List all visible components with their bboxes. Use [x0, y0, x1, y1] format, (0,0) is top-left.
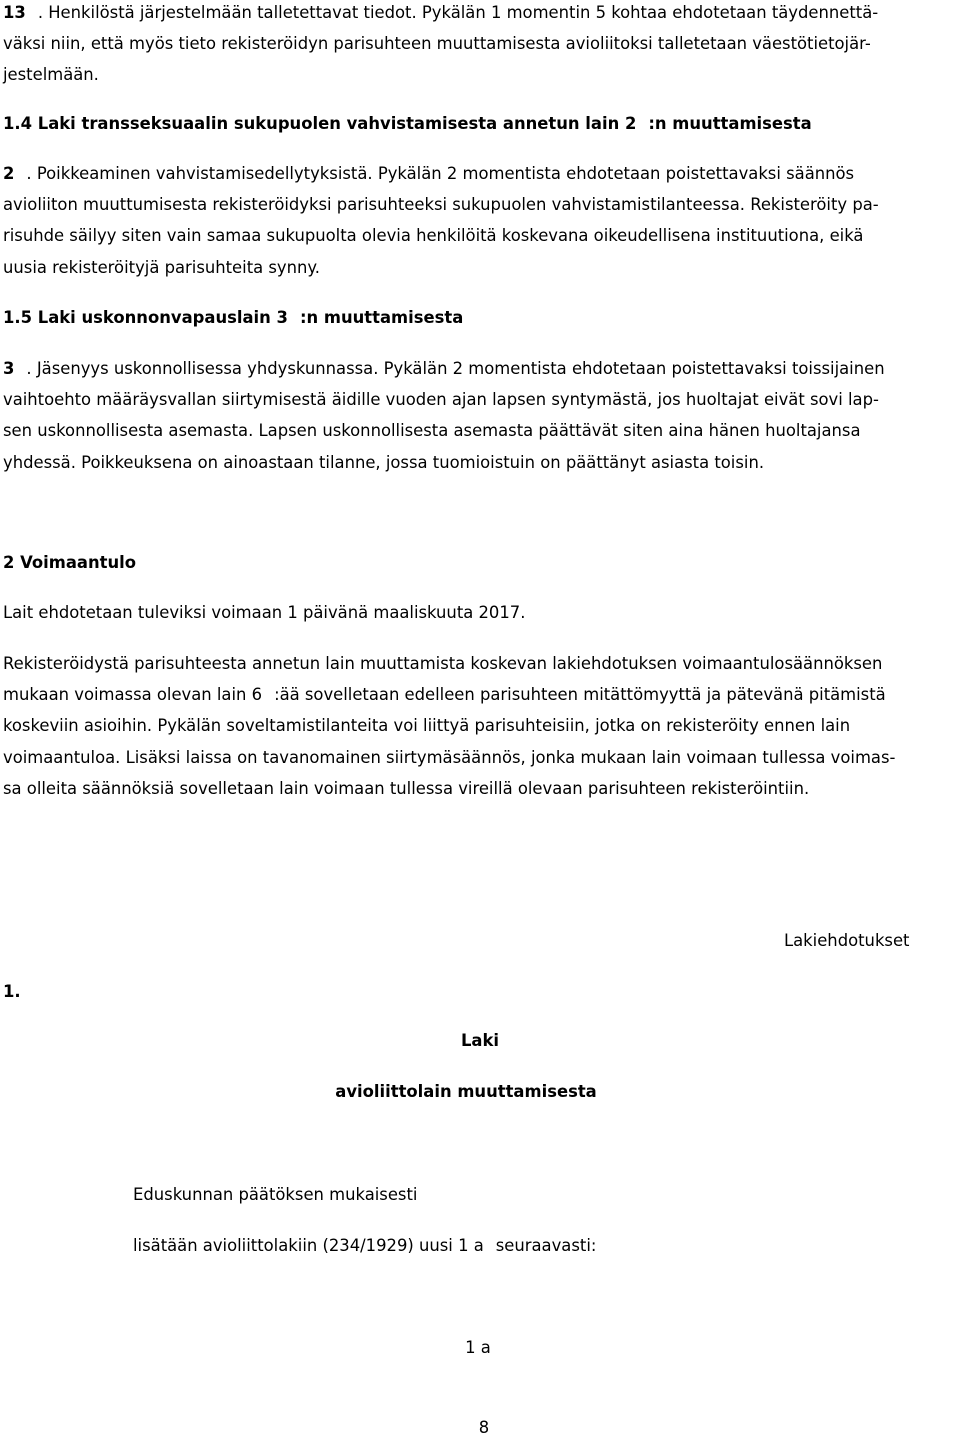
- section-text: Lapsen uskonnollisesta asemasta päättävät siten aina hänen huoltajansa: [258, 421, 861, 441]
- lakiehdotukset-heading: Lakiehdotukset: [784, 931, 910, 950]
- amendment-text: seuraavasti:: [495, 1236, 597, 1255]
- section-text: avioliiton muuttumisesta rekisteröidyksi parisuhteeksi sukupuolen vahvistamistilanteessa.: [3, 195, 745, 215]
- section-text: risuhde säilyy siten vain samaa sukupuolta olevia henkilöitä koskevana oikeudellisena instituutiona, eikä: [3, 226, 864, 246]
- heading-1-4: [3, 108, 955, 139]
- heading-number: 1.5: [3, 308, 33, 327]
- section-text: Poikkeuksena on ainoastaan tilanne, jossa tuomioistuin on päättänyt asiasta toisin.: [81, 452, 765, 472]
- section-title: . Poikkeaminen vahvistamisedellytyksistä.: [26, 164, 373, 183]
- enactment-clause: Eduskunnan päätöksen mukaisesti: [133, 1185, 418, 1204]
- voimaantulo-paragraph-2: [3, 648, 955, 804]
- section-title: . Jäsenyys uskonnollisessa yhdyskunnassa.: [26, 359, 379, 378]
- heading-voimaantulo: 2 Voimaantulo: [3, 553, 137, 572]
- heading-number: 1.4: [3, 114, 33, 133]
- paragraph-line: Pykälän soveltamistilanteita voi liittyä parisuhteisiin, jotka on rekisteröity ennen lain: [157, 716, 851, 736]
- section-text: jestelmään.: [3, 65, 99, 85]
- amendment-intro: [133, 1230, 933, 1261]
- heading-title: Laki transseksuaalin sukupuolen vahvistamisesta annetun lain 2: [37, 114, 637, 133]
- section-number: 2: [3, 164, 15, 183]
- page-number: 8: [478, 1418, 490, 1437]
- section-number: 13: [3, 3, 26, 22]
- section-text: uusia rekisteröityjä parisuhteita synny.: [3, 257, 320, 277]
- heading-suffix: :n muuttamisesta: [299, 308, 464, 327]
- law-title: avioliittolain muuttamisesta: [335, 1082, 597, 1101]
- heading-1-5: [3, 302, 955, 333]
- section-label: 1 a: [465, 1338, 491, 1357]
- proposal-number: 1.: [3, 982, 21, 1001]
- section-title: . Henkilöstä järjestelmään talletettavat tiedot.: [37, 3, 417, 22]
- section-13-paragraph: [3, 0, 955, 91]
- paragraph-line: Lisäksi laissa on tavanomainen siirtymäsäännös, jonka mukaan lain voimaan tullessa voimas-: [125, 747, 896, 767]
- section-text: sen uskonnollisesta asemasta.: [3, 421, 254, 441]
- paragraph-line: koskeviin asioihin.: [3, 716, 153, 736]
- section-text: Rekisteröity pa-: [750, 195, 879, 215]
- heading-title: Laki uskonnonvapauslain 3: [37, 308, 288, 327]
- voimaantulo-paragraph-1: Lait ehdotetaan tuleviksi voimaan 1 päivänä maaliskuuta 2017.: [3, 603, 526, 622]
- section-text: yhdessä.: [3, 452, 76, 472]
- paragraph-line: :ää sovelletaan edelleen parisuhteen mitättömyyttä ja pätevänä pitämistä: [274, 685, 886, 705]
- section-text: Pykälän 2 momentista ehdotetaan poistettavaksi säännös: [377, 164, 855, 183]
- section-3-paragraph: [3, 353, 955, 478]
- paragraph-line: Rekisteröidystä parisuhteesta annetun lain muuttamista koskevan lakiehdotuksen voimaantulosäännöksen: [3, 654, 883, 673]
- section-text: vaihtoehto määräysvallan siirtymisestä äidille vuoden ajan lapsen syntymästä, jos huoltajat eivät sovi lap-: [3, 390, 879, 410]
- amendment-text: lisätään avioliittolakiin (234/1929) uusi 1 a: [133, 1236, 484, 1255]
- paragraph-line: voimaantuloa.: [3, 747, 121, 767]
- paragraph-line: sa olleita säännöksiä sovelletaan lain voimaan tullessa vireillä olevaan parisuhteen rekisteröintiin.: [3, 778, 810, 798]
- section-text: väksi niin, että myös tieto rekisteröidyn parisuhteen muuttamisesta avioliitoksi talletetaan väestötietojär-: [3, 34, 871, 54]
- section-number: 3: [3, 359, 15, 378]
- section-text: Pykälän 1 momentin 5 kohtaa ehdotetaan täydennettä-: [421, 3, 879, 22]
- section-2-paragraph: [3, 158, 955, 283]
- section-text: Pykälän 2 momentista ehdotetaan poistettavaksi toissijainen: [383, 359, 885, 378]
- heading-suffix: :n muuttamisesta: [648, 114, 812, 133]
- law-label: Laki: [460, 1031, 500, 1050]
- section-1a-heading: [4, 1332, 960, 1363]
- paragraph-line: mukaan voimassa olevan lain 6: [3, 685, 263, 705]
